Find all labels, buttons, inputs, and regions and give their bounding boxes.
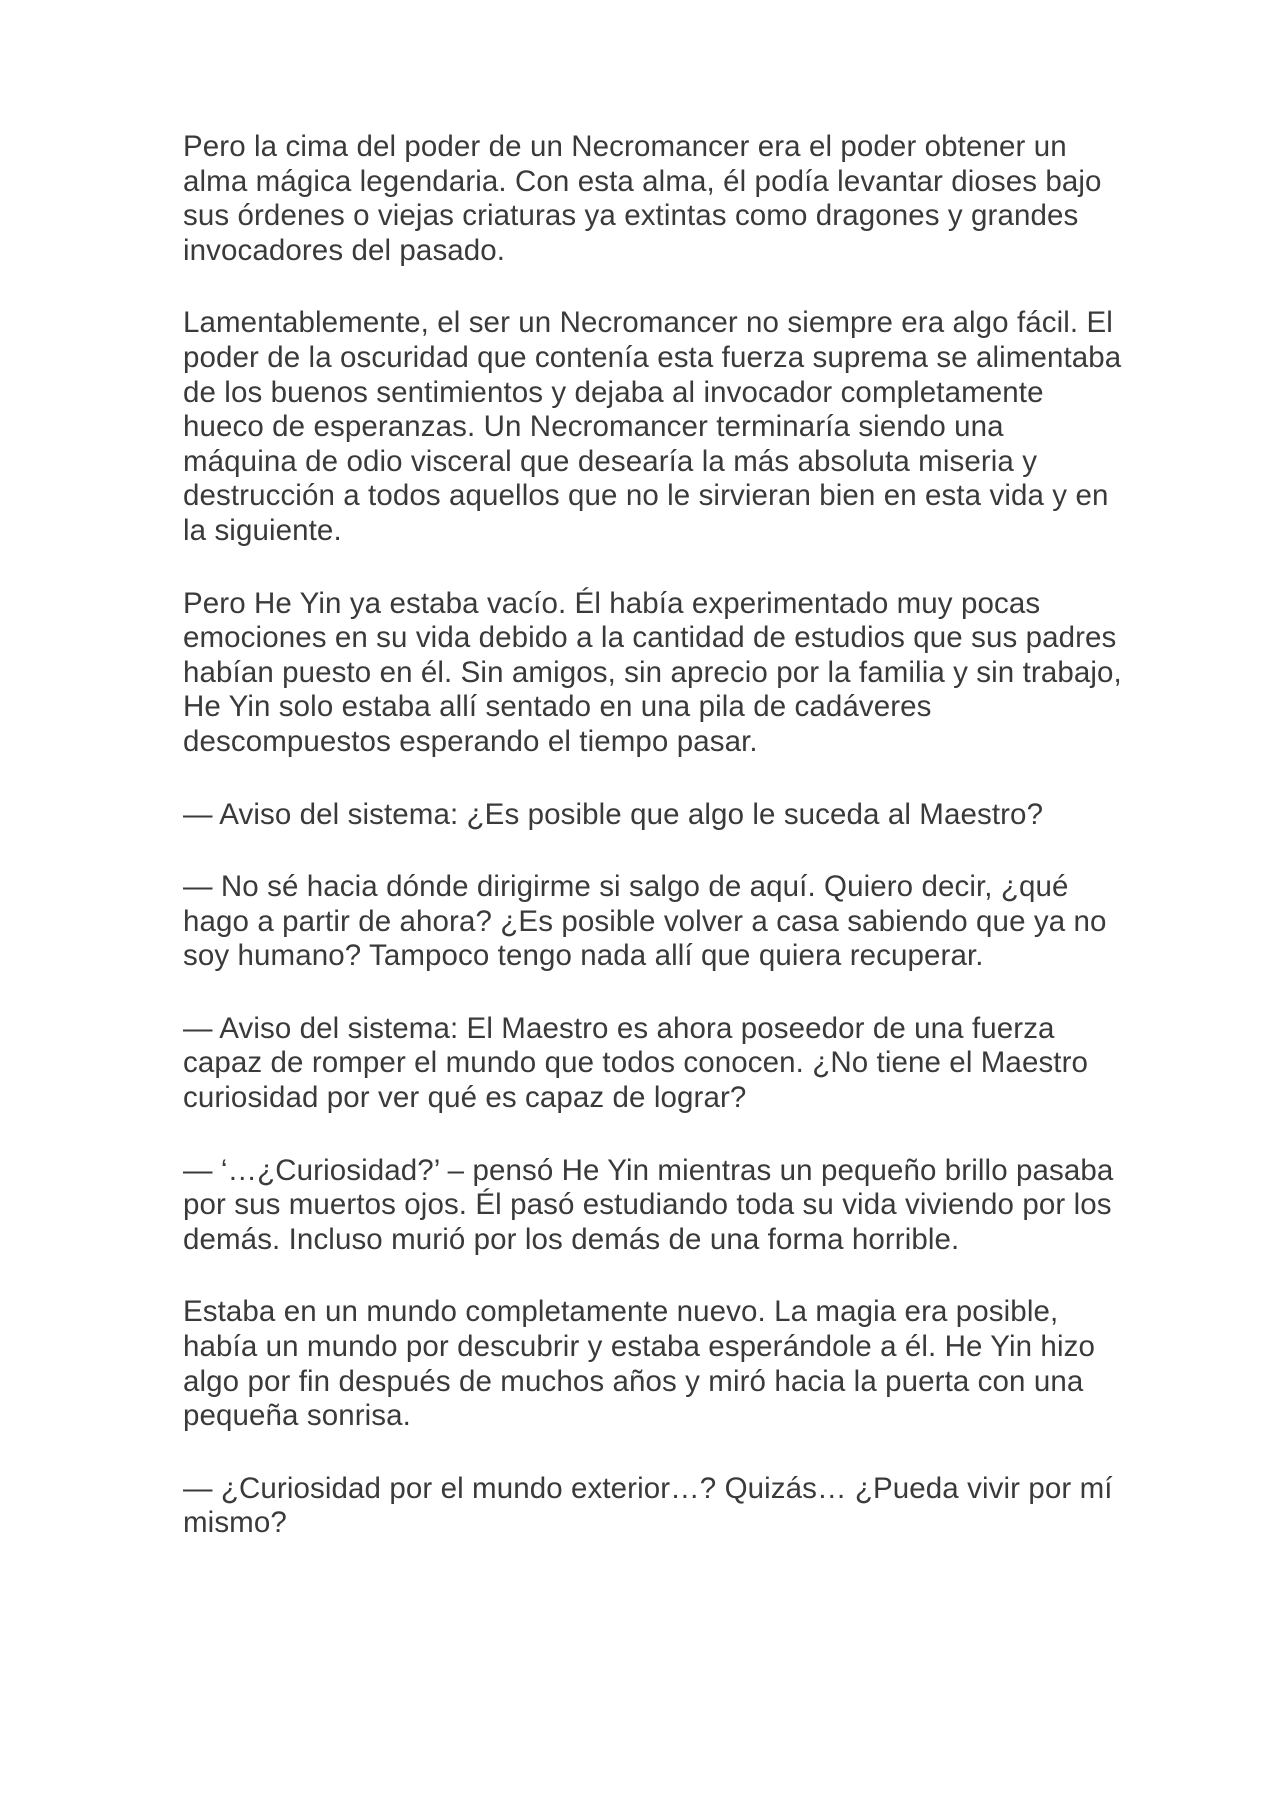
dialogue-system-notice-2: — Aviso del sistema: El Maestro es ahora poseedor de una fuerza capaz de romper el mundo que todos conocen. ¿No tiene el Maestro curiosidad por ver qué es capaz de lograr? (183, 1011, 1089, 1115)
dialogue-he-yin-1: — No sé hacia dónde dirigirme si salgo de aquí. Quiero decir, ¿qué hago a partir de ahora? ¿Es posible volver a casa sabiendo que ya no soy humano? Tampoco tengo nada allí que quiera recuperar. (183, 870, 1107, 973)
paragraph-narration: Estaba en un mundo completamente nuevo. La magia era posible, había un mundo por descubrir y estaba esperándole a él. He Yin hizo algo por fin después de muchos años y miró hacia la puerta con una pequeña sonrisa. (183, 1295, 1095, 1433)
paragraph-1: Pero la cima del poder de un Necromancer era el poder obtener un alma mágica legendaria. Con esta alma, él podía levantar dioses bajo sus órdenes o viejas criaturas ya extintas como dragones y grandes invocadores del pasado. (183, 130, 1102, 267)
document-page (183, 130, 1123, 1541)
paragraph-2: Lamentablemente, el ser un Necromancer no siempre era algo fácil. El poder de la oscuridad que contenía esta fuerza suprema se alimentaba de los buenos sentimientos y dejaba al invocador completamente hueco de esperanzas. Un Necromancer terminaría siendo una máquina de odio visceral que desearía la más absoluta miseria y destrucción a todos aquellos que no le sirvieran bien en esta vida y en la siguiente. (183, 306, 1122, 547)
dialogue-system-notice-1: — Aviso del sistema: ¿Es posible que algo le suceda al Maestro? (183, 797, 1044, 831)
paragraph-3: Pero He Yin ya estaba vacío. Él había experimentado muy pocas emociones en su vida debido a la cantidad de estudios que sus padres habían puesto en él. Sin amigos, sin aprecio por la familia y sin trabajo, He Yin solo estaba allí sentado en una pila de cadáveres descompuestos esperando el tiempo pasar. (183, 586, 1122, 758)
dialogue-he-yin-2: — ¿Curiosidad por el mundo exterior…? Quizás… ¿Pueda vivir por mí mismo? (183, 1471, 1113, 1540)
dialogue-he-yin-thought: — ‘…¿Curiosidad?’ – pensó He Yin mientras un pequeño brillo pasaba por sus muertos ojos. Él pasó estudiando toda su vida viviendo por los demás. Incluso murió por los demás de una forma horrible. (183, 1153, 1114, 1256)
